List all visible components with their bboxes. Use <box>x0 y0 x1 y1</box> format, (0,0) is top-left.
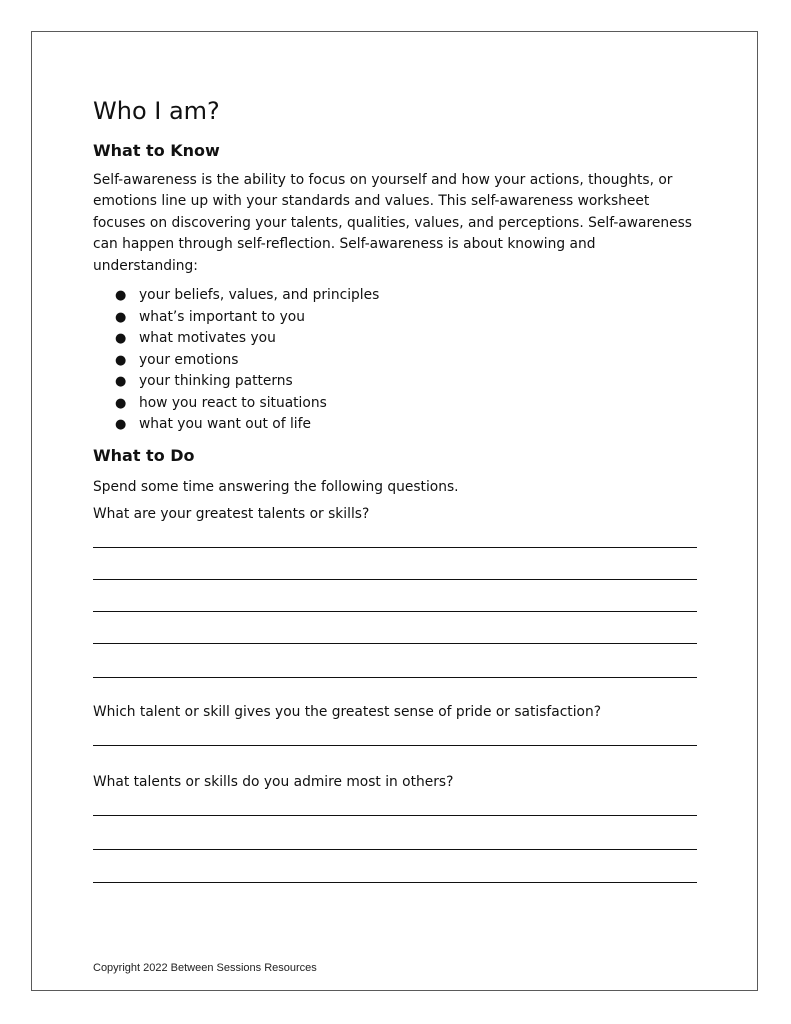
answer-line[interactable] <box>93 815 697 816</box>
answer-line[interactable] <box>93 882 697 883</box>
section-heading-know: What to Know <box>93 141 220 160</box>
bullet-icon: ● <box>115 309 127 325</box>
bullet-icon: ● <box>115 374 127 389</box>
bullet-icon: ● <box>115 288 127 303</box>
answer-line[interactable] <box>93 677 697 678</box>
list-item: ● your beliefs, values, and principles <box>93 285 379 307</box>
bullet-icon: ● <box>115 417 127 432</box>
answer-line[interactable] <box>93 849 697 850</box>
answer-line[interactable] <box>93 547 697 548</box>
answer-line[interactable] <box>93 745 697 746</box>
page-title: Who I am? <box>93 97 220 125</box>
question-1: What are your greatest talents or skills? <box>93 506 370 522</box>
question-2: Which talent or skill gives you the greatest sense of pride or satisfaction? <box>93 704 602 720</box>
instructions-text: Spend some time answering the following questions. <box>93 479 459 495</box>
bullet-icon: ● <box>115 352 127 368</box>
answer-line[interactable] <box>93 643 697 644</box>
list-item: ● what’s important to you <box>93 307 379 329</box>
list-item: ● your emotions <box>93 350 379 372</box>
list-item: ● your thinking patterns <box>93 371 379 393</box>
bullet-list <box>93 285 379 436</box>
question-3: What talents or skills do you admire most in others? <box>93 774 454 790</box>
bullet-icon: ● <box>115 331 127 346</box>
answer-line[interactable] <box>93 611 697 612</box>
answer-line[interactable] <box>93 579 697 580</box>
list-item: ● how you react to situations <box>93 393 379 415</box>
list-item: ● what you want out of life <box>93 414 379 436</box>
list-item: ● what motivates you <box>93 328 379 350</box>
copyright-footer: Copyright 2022 Between Sessions Resources <box>93 962 317 974</box>
bullet-icon: ● <box>115 395 127 411</box>
section-heading-do: What to Do <box>93 446 195 465</box>
intro-paragraph: Self-awareness is the ability to focus on yourself and how your actions, thoughts, or emotions line up with your standards and values. This self-awareness worksheet focuses on discovering your talents, qualities, values, and perceptions. Self-awareness can happen through self-reflection. Self-awareness is about knowing and understanding: <box>93 172 692 274</box>
